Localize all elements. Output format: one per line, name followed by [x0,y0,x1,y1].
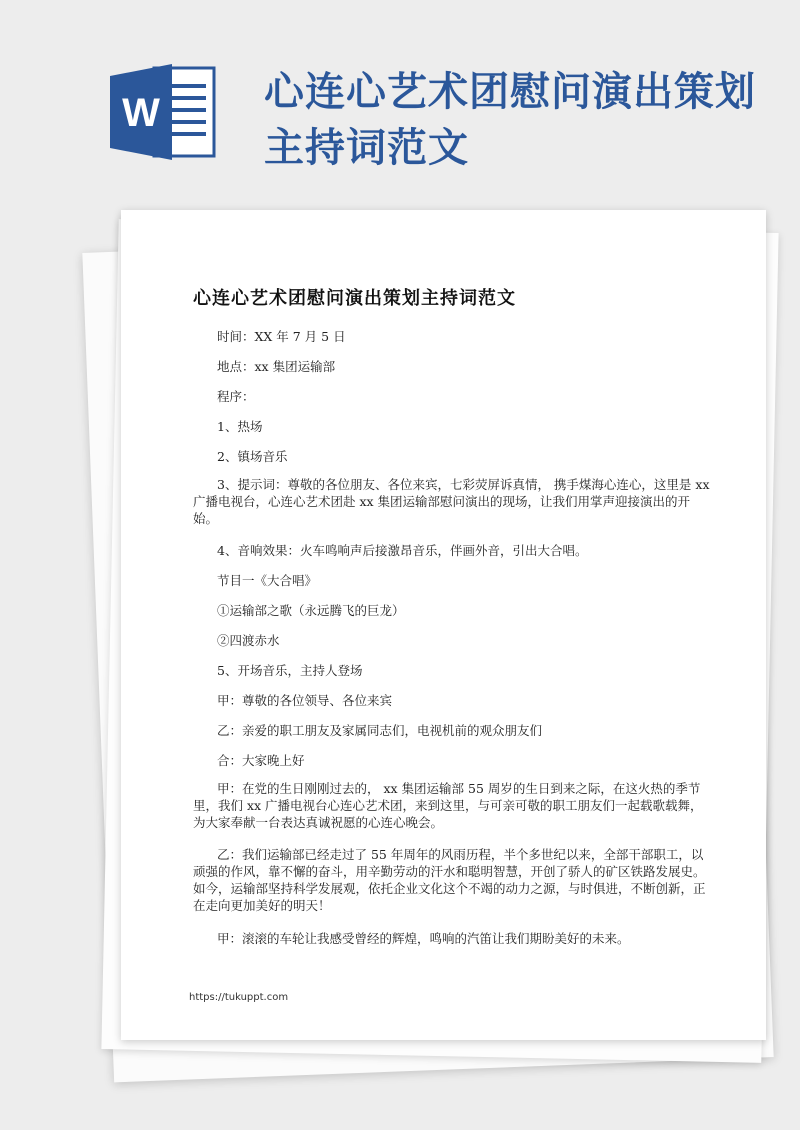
paragraph-prompt: 3、提示词：尊敬的各位朋友、各位来宾，七彩荧屏诉真情， 携手煤海心连心，这里是 xx 广播电视台，心连心艺术团赴 xx 集团运输部慰问演出的现场，让我们用掌声迎接演出的开始。 [193,477,710,526]
paragraph-host-b: 乙：我们运输部已经走过了 55 年周年的风雨历程，半个多世纪以来，全部干部职工，以顽强的作风，靠不懈的奋斗，用辛勤劳动的汗水和聪明智慧，开创了骄人的矿区铁路发展史。如今，运输部坚持科学发展观，依托企业文化这个不竭的动力之源，与时俱进，不断创新，正在走向更加美好的明天！ [193,847,706,913]
line-item-2: 2、镇场音乐 [217,449,288,464]
footer-url[interactable]: https://tukuppt.com [189,992,289,1003]
line-host-a: 甲：尊敬的各位领导、各位来宾 [217,693,393,708]
document-title: 心连心艺术团慰问演出策划主持词范文 [193,288,516,309]
line-together: 合：大家晚上好 [217,753,305,768]
line-song-1: ①运输部之歌（永远腾飞的巨龙） [217,603,405,618]
line-program-one: 节目一《大合唱》 [217,573,318,588]
line-item-1: 1、热场 [217,419,263,434]
line-program: 程序： [217,389,255,404]
word-document-icon [110,62,218,162]
banner-title: 心连心艺术团慰问演出策划主持词范文 [264,69,756,171]
banner [0,0,800,200]
line-item-5: 5、开场音乐，主持人登场 [217,663,363,678]
line-host-b: 乙：亲爱的职工朋友及家属同志们，电视机前的观众朋友们 [217,723,543,738]
line-place: 地点：xx 集团运输部 [217,359,336,374]
svg-text:W: W [122,91,160,135]
paragraph-host-a-2: 甲：滚滚的车轮让我感受曾经的辉煌，鸣响的汽笛让我们期盼美好的未来。 [217,931,630,946]
paragraph-host-a: 甲：在党的生日刚刚过去的， xx 集团运输部 55 周岁的生日到来之际，在这火热的季节里，我们 xx 广播电视台心连心艺术团，来到这里，与可亲可敬的职工朋友们一起载歌载舞，为大家奉献一台表达真诚祝愿的心连心晚会。 [193,781,703,830]
line-time: 时间：XX 年 7 月 5 日 [217,329,346,344]
line-sound-effect: 4、音响效果：火车鸣响声后接激昂音乐，伴画外音，引出大合唱。 [217,543,588,558]
document-page [121,210,766,1040]
line-song-2: ②四渡赤水 [217,633,280,648]
